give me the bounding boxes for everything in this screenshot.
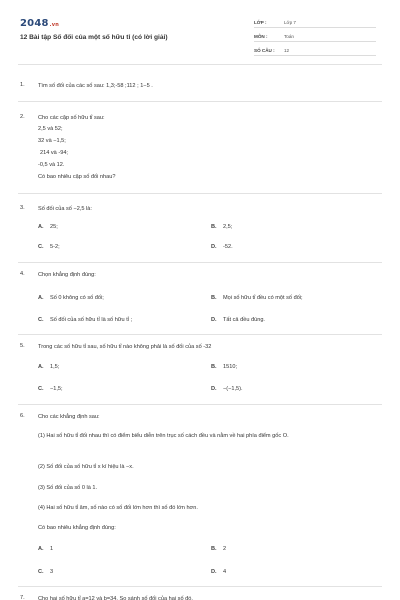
question-number: 7. (20, 595, 25, 600)
option-c[interactable]: C. −1,5; (38, 386, 63, 392)
option-b[interactable]: B. 2 (211, 546, 227, 552)
meta-key: LỚP : (254, 20, 267, 25)
question-number: 1. (20, 82, 25, 88)
option-a[interactable]: A. Số 0 không có số đối; (38, 295, 104, 301)
option-d[interactable]: D. -52. (211, 244, 233, 250)
question-prompt: Có bao nhiêu cặp số đối nhau? (38, 174, 116, 180)
site-logo[interactable] (20, 18, 59, 29)
question-stem: Cho hai số hữu tỉ a=12 và b=34. So sánh số đối của hai số đó. (38, 596, 193, 600)
meta-value: Toán (284, 34, 294, 39)
divider (18, 262, 382, 263)
statement-4: (4) Hai số hữu tỉ âm, số nào có số đối lớn hơn thì số đó lớn hơn. (38, 505, 198, 511)
meta-value: 12 (284, 48, 290, 53)
question-number: 3. (20, 205, 25, 211)
divider (18, 404, 382, 405)
header (0, 0, 400, 62)
pair-line: 2,5 và 52; (38, 126, 63, 132)
statement-1: (1) Hai số hữu tỉ đối nhau thì có điểm biểu diễn trên trục số cách đều và nằm về hai phía điểm gốc O. (38, 433, 289, 439)
logo-suffix: .vn (49, 22, 59, 28)
question-stem: Trong các số hữu tỉ sau, số hữu tỉ nào không phải là số đối của số -32 (38, 344, 212, 350)
pair-line: 214 và -94; (40, 150, 68, 156)
option-c[interactable]: C. 5-2; (38, 244, 60, 250)
question-prompt: Có bao nhiêu khẳng định đúng: (38, 525, 116, 531)
option-c[interactable]: C. 3 (38, 569, 54, 575)
question-stem: Cho các khẳng định sau: (38, 414, 100, 420)
divider (18, 586, 382, 587)
meta-box (254, 14, 376, 56)
option-d[interactable]: D. 4 (211, 569, 227, 575)
document-title: 12 Bài tập Số đối của một số hữu tỉ (có lời giải) (20, 34, 168, 41)
divider (18, 64, 382, 65)
question-number: 2. (20, 114, 25, 120)
meta-row-class (254, 14, 376, 28)
option-b[interactable]: B. 1510; (211, 364, 237, 370)
divider (18, 101, 382, 102)
option-a[interactable]: A. 25; (38, 224, 58, 230)
meta-key: MÔN : (254, 34, 268, 39)
question-stem: Tìm số đối của các số sau: 1,3;-58 ;112 ; 1−5 . (38, 83, 153, 89)
question-number: 4. (20, 271, 25, 277)
statement-3: (3) Số đối của số 0 là 1. (38, 485, 98, 491)
logo-main: 2048 (20, 18, 49, 29)
question-number: 6. (20, 413, 25, 419)
option-a[interactable]: A. 1 (38, 546, 54, 552)
question-number: 5. (20, 343, 25, 349)
divider (18, 193, 382, 194)
meta-row-subject (254, 28, 376, 42)
pair-line: 32 và −1,5; (38, 138, 66, 144)
meta-value: Lớp 7 (284, 20, 296, 25)
divider (18, 334, 382, 335)
statement-2: (2) Số đối của số hữu tỉ x kí hiệu là −x. (38, 464, 134, 470)
option-b[interactable]: B. Mọi số hữu tỉ đều có một số đối; (211, 295, 303, 301)
question-stem: Số đối của số −2,5 là: (38, 206, 92, 212)
option-a[interactable]: A. 1,5; (38, 364, 60, 370)
meta-row-count (254, 42, 376, 56)
question-stem: Cho các cặp số hữu tỉ sau: (38, 115, 105, 121)
meta-key: SỐ CÂU : (254, 48, 275, 53)
question-stem: Chọn khẳng định đúng: (38, 272, 96, 278)
option-d[interactable]: D. Tất cả đều đúng. (211, 317, 265, 323)
option-d[interactable]: D. −(−1,5). (211, 386, 243, 392)
pair-line: -0,5 và 12. (38, 162, 65, 168)
option-c[interactable]: C. Số đối của số hữu tỉ là số hữu tỉ ; (38, 317, 133, 323)
option-b[interactable]: B. 2,5; (211, 224, 233, 230)
